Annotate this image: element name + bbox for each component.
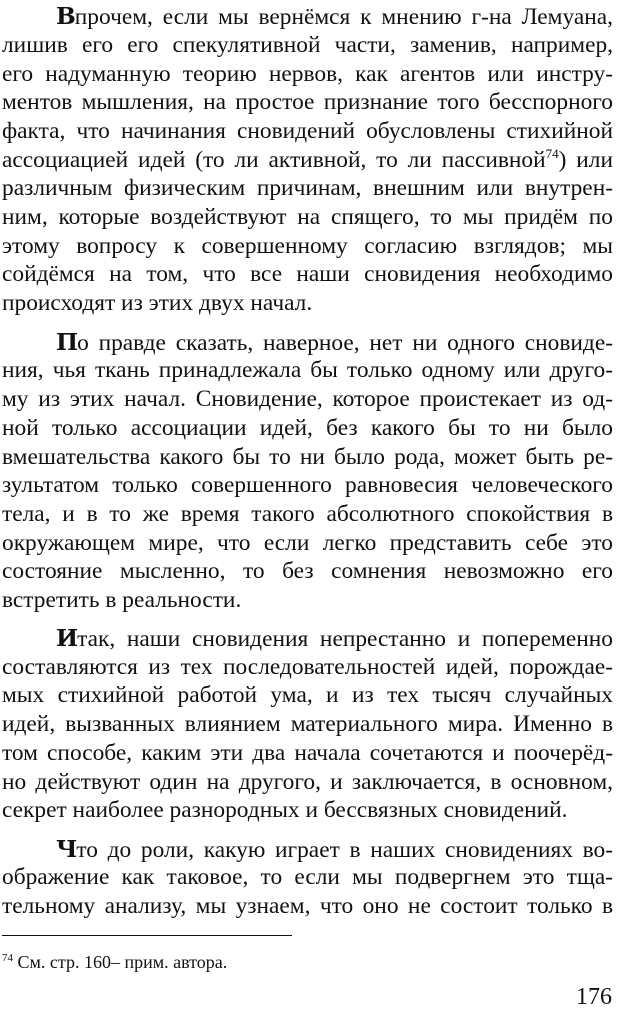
paragraph-3-line-4: идей, вызванных влиянием материального мира. Именно в (2, 711, 613, 737)
paragraph-2-line-8: окружающем мире, что если легко представить себе это (2, 530, 613, 556)
paragraph-4-line-3: тельному анализу, мы узнаем, что оно не состоит только в (2, 893, 613, 919)
drop-cap-letter: И (56, 624, 78, 652)
paragraph-3-line-3: мых стихийной работой ума, и из тех тысяч случайных (2, 682, 613, 708)
paragraph-2-line-9: состояние мысленно, то без сомнения невозможно его (2, 558, 613, 584)
paragraph-3-line-5: том способе, каким эти два начала сочетаются и поочерёд- (2, 740, 613, 766)
paragraph-2-line-10: встретить в реальности. (2, 587, 242, 613)
footnote (2, 950, 227, 974)
footnote-text: См. стр. 160– прим. автора. (13, 952, 228, 972)
paragraph-2-line-4: ной только ассоциации идей, без какого бы то ни было (2, 415, 613, 441)
paragraph-2-line-2: ния, чья ткань принадлежала бы только одному или друго- (2, 357, 613, 383)
drop-cap-letter: Ч (56, 835, 77, 863)
paragraph-3-line-1: Итак, наши сновидения непрестанно и попеременно (56, 624, 613, 652)
paragraph-3-line-2: составляются из тех последовательностей идей, порождае- (2, 654, 613, 680)
footnote-separator (2, 935, 292, 936)
paragraph-3-line-7: секрет наиболее разнородных и бессвязных сновидений. (2, 797, 568, 823)
footnote-number: 74 (2, 952, 13, 964)
paragraph-2-line-1: По правде сказать, наверное, нет ни одного сновиде- (56, 328, 613, 356)
drop-cap-letter: В (56, 2, 75, 30)
drop-cap-letter: П (56, 328, 78, 356)
paragraph-1-line-11: происходят из этих двух начал. (2, 290, 313, 316)
footnote-reference: 74 (545, 146, 559, 162)
paragraph-4-line-1: Что до роли, какую играет в наших сновидениях во- (56, 835, 613, 863)
paragraph-3-line-6: но действуют один на другого, и заключается, в основном, (2, 769, 613, 795)
paragraph-1-line-2: лишив его его спекулятивной части, заменив, например, (2, 32, 613, 58)
paragraph-1-line-9: этому вопросу к совершенному согласию взглядов; мы (2, 233, 613, 259)
paragraph-2-line-6: зультатом только совершенного равновесия человеческого (2, 472, 613, 498)
paragraph-1-line-7: различным физическим причинам, внешним или внутрен- (2, 175, 613, 201)
paragraph-2-line-3: му из этих начал. Сновидение, которое проистекает из од- (2, 386, 613, 412)
paragraph-2-line-7: тела, и в то же время такого абсолютного спокойствия в (2, 501, 613, 527)
paragraph-1-line-3: его надуманную теорию нервов, как агентов или инстру- (2, 61, 613, 87)
paragraph-1-line-5: факта, что начинания сновидений обусловлены стихийной (2, 118, 613, 144)
paragraph-1-line-4: ментов мышления, на простое признание того бесспорного (2, 89, 613, 115)
paragraph-4-line-2: ображение как таковое, то если мы подвергнем это тща- (2, 864, 613, 890)
paragraph-1-line-1: Впрочем, если мы вернёмся к мнению г-на Лемуана, (56, 2, 613, 30)
paragraph-1-line-10: сойдёмся на том, что все наши сновидения необходимо (2, 261, 613, 287)
paragraph-1-line-8: ним, которые воздействуют на спящего, то мы придём по (2, 204, 613, 230)
paragraph-2-line-5: вмешательства какого бы то ни было рода, может быть ре- (2, 444, 613, 470)
page-number: 176 (576, 984, 612, 1010)
paragraph-1-line-6: ассоциацией идей (то ли активной, то ли пассивной$^{74}$) или (2, 146, 613, 173)
